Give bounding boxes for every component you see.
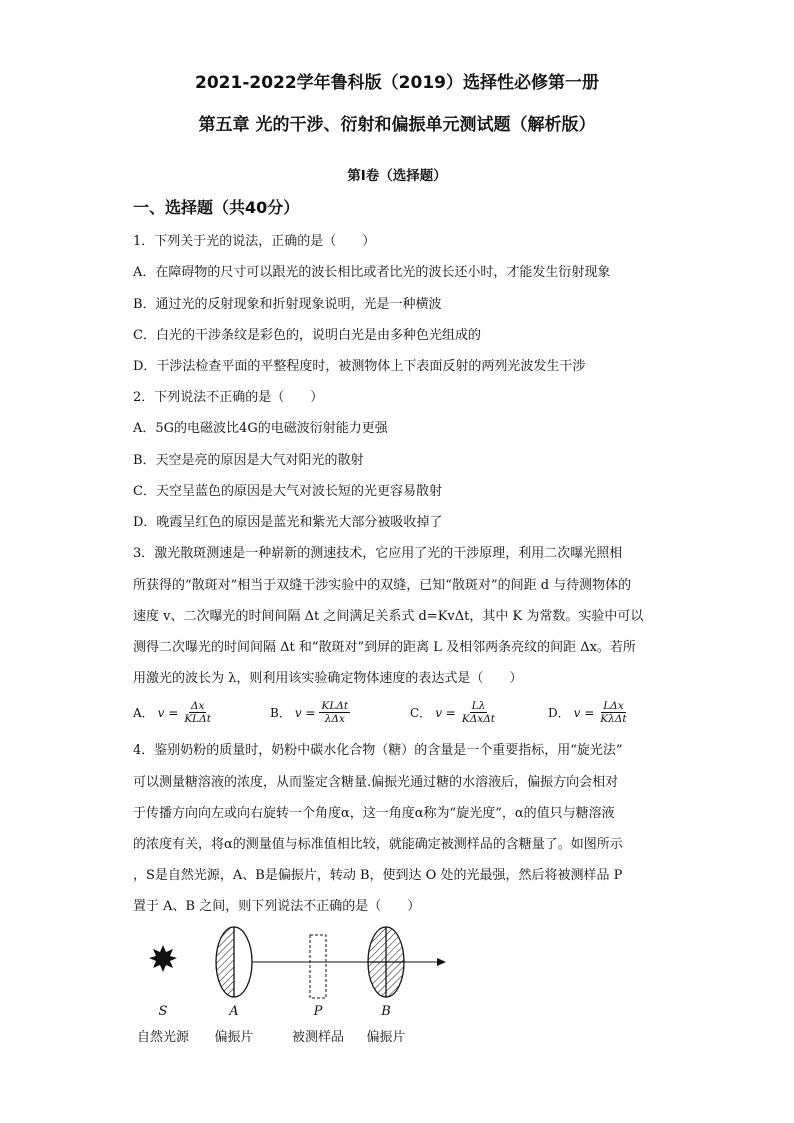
option-fraction (319, 700, 350, 725)
question-3-option-d (548, 700, 629, 725)
polarization-diagram (130, 922, 460, 1052)
caption-sample: 被测样品 (291, 1030, 344, 1045)
fraction-numerator: Δx (190, 700, 205, 712)
question-4-line: 的浓度有关，将α的测量值与标准值相比较，就能确定被测样品的含糖量了。如图所示 (133, 837, 623, 852)
question-2-option-a: A．5G的电磁波比4G的电磁波衍射能力更强 (133, 421, 388, 436)
question-3-option-b (270, 700, 350, 725)
question-3-option-a (133, 700, 213, 725)
label-p: P (313, 1004, 323, 1019)
fraction-denominator: λΔx (324, 713, 345, 725)
light-source-icon (149, 945, 177, 972)
question-4-line: ，S是自然光源，A、B是偏振片，转动 B，使到达 O 处的光最强，然后将被测样品 P (133, 868, 623, 883)
question-2-option-c: C．天空呈蓝色的原因是大气对波长短的光更容易散射 (133, 484, 442, 499)
option-fraction (460, 700, 497, 725)
fraction-numerator: LΔx (603, 700, 624, 712)
question-1-option-b: B．通过光的反射现象和折射现象说明，光是一种横波 (133, 297, 442, 312)
question-3-line: 所获得的“散斑对”相当于双缝干涉实验中的双缝，已知“散斑对”的间距 d 与待测物体的 (133, 578, 632, 593)
question-2-option-b: B．天空是亮的原因是大气对阳光的散射 (133, 453, 364, 468)
question-1-option-a: A．在障碍物的尺寸可以跟光的波长相比或者比光的波长还小时，才能发生衍射现象 (133, 265, 611, 280)
document-subtitle: 第五章 光的干涉、衍射和偏振单元测试题（解析版） (198, 115, 596, 135)
label-a: A (229, 1004, 239, 1019)
option-lhs: v = (294, 705, 316, 720)
option-lhs: v = (435, 705, 456, 720)
question-3-line: 速度 v、二次曝光的时间间隔 Δt 之间满足关系式 d=KvΔt，其中 K 为常数。实验中可以 (133, 609, 644, 624)
option-label: C． (410, 706, 432, 720)
label-s: S (158, 1004, 168, 1019)
question-4-line: 置于 A、B 之间，则下列说法不正确的是（ ） (133, 899, 421, 914)
fraction-numerator: KLΔt (321, 700, 349, 712)
label-b: B (381, 1004, 391, 1019)
polarization-setup-figure (130, 922, 460, 1002)
question-4-line: 于传播方向向左或向右旋转一个角度α，这一角度α称为“旋光度”，α的值只与糖溶液 (133, 806, 615, 821)
question-1-option-d: D．干涉法检查平面的平整程度时，被测物体上下表面反射的两列光波发生干涉 (133, 359, 586, 374)
caption-polarizer-a: 偏振片 (214, 1030, 254, 1045)
sample-box-icon (310, 935, 326, 998)
question-1-option-c: C．白光的干涉条纹是彩色的，说明白光是由多种色光组成的 (133, 328, 481, 343)
option-fraction (182, 700, 213, 725)
question-4-line: 4．鉴别奶粉的质量时，奶粉中碳水化合物（糖）的含量是一个重要指标，用“旋光法” (133, 743, 623, 758)
polarizer-b-icon (368, 927, 404, 997)
question-3-option-c (410, 700, 497, 725)
question-3-line: 测得二次曝光的时间间隔 Δt 和“散斑对”到屏的距离 L 及相邻两条亮纹的间距 Δx。若所 (133, 640, 636, 655)
caption-polarizer-b: 偏振片 (366, 1030, 406, 1045)
option-lhs: v = (157, 705, 179, 720)
section-heading: 一、选择题（共40分） (133, 198, 300, 217)
question-1-stem: 1．下列关于光的说法，正确的是（ ） (133, 234, 376, 249)
fraction-denominator: KΔxΔt (461, 713, 495, 725)
fraction-denominator: KλΔt (600, 713, 627, 725)
option-label: B． (270, 706, 291, 720)
document-title: 2021-2022学年鲁科版（2019）选择性必修第一册 (195, 73, 599, 93)
arrow-head-icon (437, 958, 446, 966)
fraction-numerator: Lλ (471, 700, 486, 712)
option-label: D． (548, 706, 570, 720)
volume-heading: 第Ⅰ卷（选择题） (347, 168, 447, 184)
question-3-line: 用激光的波长为 λ，则利用该实验确定物体速度的表达式是（ ） (133, 671, 523, 686)
polarizer-a-icon (216, 927, 252, 997)
fraction-denominator: KLΔt (184, 713, 211, 725)
option-lhs: v = (573, 705, 595, 720)
option-fraction (598, 700, 628, 725)
question-4-line: 可以测量糖溶液的浓度，从而鉴定含糖量.偏振光通过糖的水溶液后，偏振方向会相对 (133, 775, 619, 790)
question-2-option-d: D．晚霞呈红色的原因是蓝光和紫光大部分被吸收掉了 (133, 515, 443, 530)
caption-light-source: 自然光源 (136, 1030, 189, 1045)
option-label: A． (133, 706, 154, 720)
question-3-line: 3．激光散斑测速是一种崭新的测速技术，它应用了光的干涉原理，利用二次曝光照相 (133, 546, 623, 561)
question-2-stem: 2．下列说法不正确的是（ ） (133, 390, 324, 405)
